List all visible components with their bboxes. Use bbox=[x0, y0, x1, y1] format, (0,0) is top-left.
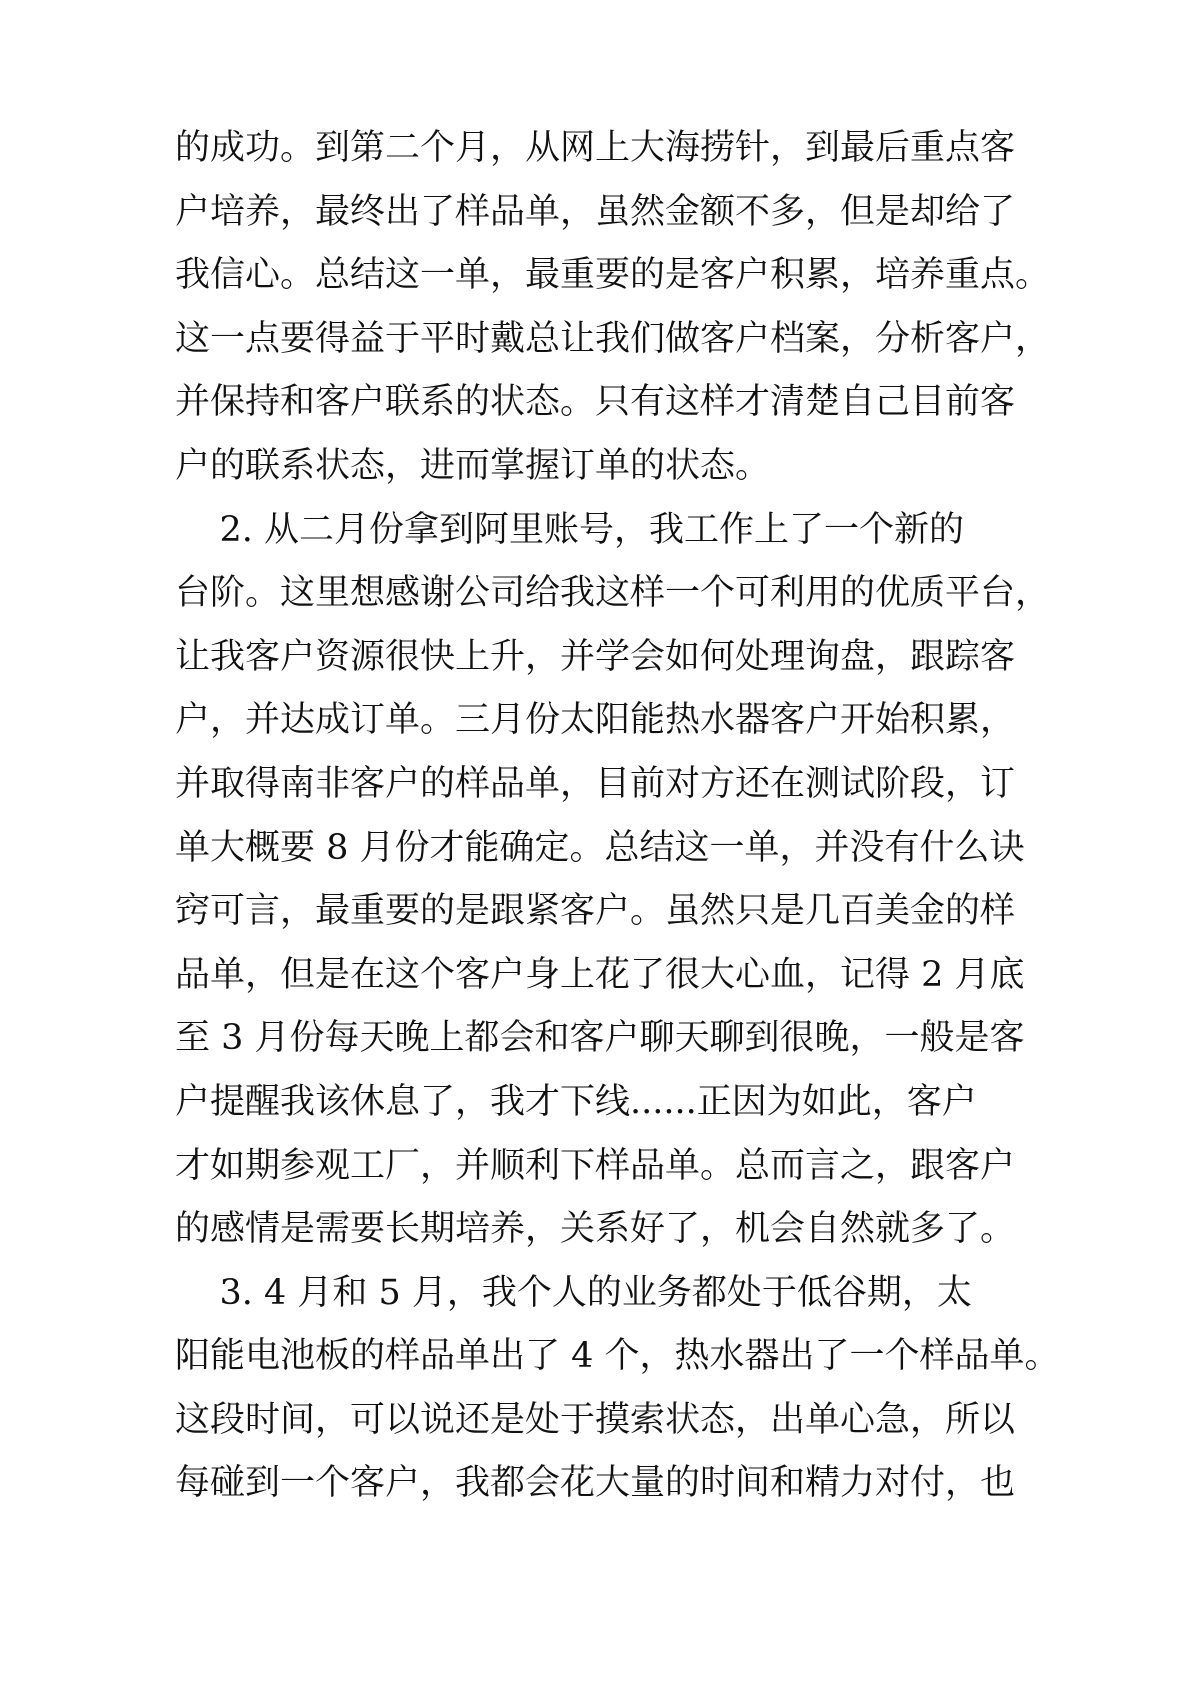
text-line: 2. 从二月份拿到阿里账号，我工作上了一个新的 bbox=[175, 509, 965, 550]
text-line: 3. 4 月和 5 月，我个人的业务都处于低谷期，太 bbox=[175, 1272, 972, 1313]
text-line: 我信心。总结这一单，最重要的是客户积累，培养重点。 bbox=[175, 255, 1051, 296]
text-line: 这段时间，可以说还是处于摸索状态，出单心急，所以 bbox=[175, 1399, 1016, 1440]
text-line: 阳能电池板的样品单出了 4 个，热水器出了一个样品单。 bbox=[175, 1336, 1060, 1377]
text-line: 窍可言，最重要的是跟紧客户。虽然只是几百美金的样 bbox=[175, 891, 1016, 932]
text-line: 的感情是需要长期培养，关系好了，机会自然就多了。 bbox=[175, 1209, 1016, 1250]
text-line: 户培养，最终出了样品单，虽然金额不多，但是却给了 bbox=[175, 191, 1016, 232]
text-line: 户的联系状态，进而掌握订单的状态。 bbox=[175, 445, 771, 486]
text-line: 至 3 月份每天晚上都会和客户聊天聊到很晚，一般是客 bbox=[175, 1018, 1025, 1059]
text-line: 这一点要得益于平时戴总让我们做客户档案，分析客户， bbox=[175, 318, 1051, 359]
text-line: 单大概要 8 月份才能确定。总结这一单，并没有什么诀 bbox=[175, 827, 1025, 868]
text-line: 并保持和客户联系的状态。只有这样才清楚自己目前客 bbox=[175, 382, 1016, 423]
text-line: 户提醒我该休息了，我才下线......正因为如此，客户 bbox=[175, 1081, 977, 1122]
text-line: 户，并达成订单。三月份太阳能热水器客户开始积累， bbox=[175, 700, 1016, 741]
text-line: 并取得南非客户的样品单，目前对方还在测试阶段，订 bbox=[175, 763, 1016, 804]
text-line: 台阶。这里想感谢公司给我这样一个可利用的优质平台， bbox=[175, 573, 1051, 614]
text-line: 才如期参观工厂，并顺利下样品单。总而言之，跟客户 bbox=[175, 1145, 1016, 1186]
text-line: 每碰到一个客户，我都会花大量的时间和精力对付，也 bbox=[175, 1463, 1016, 1504]
body-text bbox=[175, 117, 1075, 1516]
text-line: 让我客户资源很快上升，并学会如何处理询盘，跟踪客 bbox=[175, 636, 1016, 677]
text-line: 的成功。到第二个月，从网上大海捞针，到最后重点客 bbox=[175, 128, 1016, 168]
text-line: 品单，但是在这个客户身上花了很大心血，记得 2 月底 bbox=[175, 954, 1025, 995]
